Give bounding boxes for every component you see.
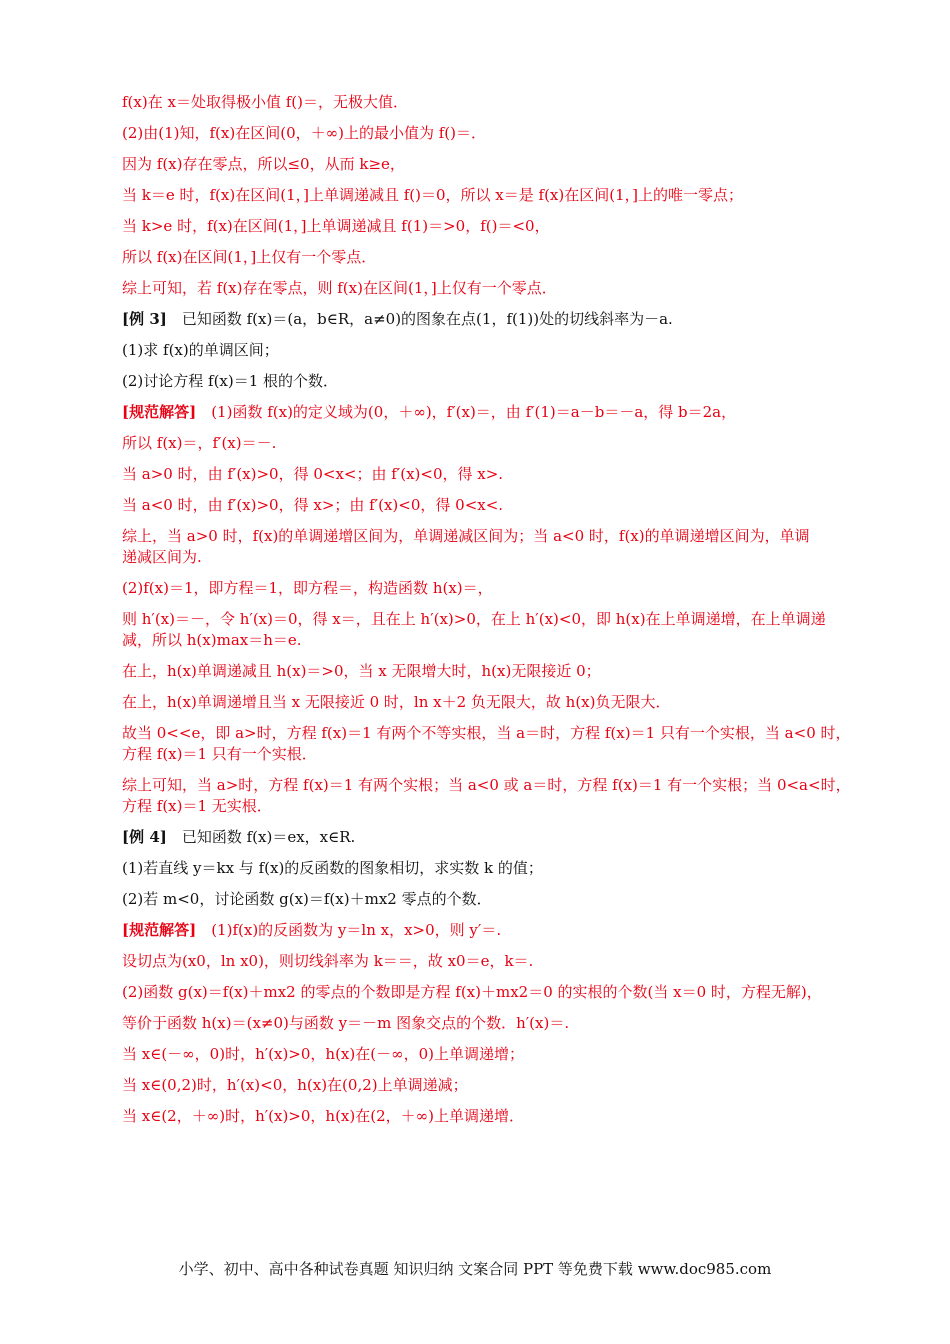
text-line [122,464,872,484]
text-line [122,1013,872,1033]
section-label: [例 4] [122,828,167,846]
line-text: (2)函数 g(x)＝f(x)＋mx2 的零点的个数即是方程 f(x)＋mx2＝0 的实根的个数(当 x＝0 时，方程无解)， [122,983,822,1001]
section-label: [规范解答] [122,403,197,421]
text-line [122,951,872,971]
line-text: (1)求 f(x)的单调区间； [122,341,279,359]
line-text: 当 a>0 时，由 f′(x)>0，得 0<x<；由 f′(x)<0，得 x>. [122,465,504,483]
text-line [122,547,872,567]
text-line [122,495,872,515]
text-line [122,278,872,298]
text-line [122,371,872,391]
line-text: 当 x∈(2，＋∞)时，h′(x)>0，h(x)在(2，＋∞)上单调递增． [122,1107,524,1125]
line-text: 设切点为(x0，ln x0)，则切线斜率为 k＝＝，故 x0＝e，k＝. [122,952,534,970]
text-line [122,309,872,329]
text-line [122,402,872,422]
line-text: 当 a<0 时，由 f′(x)>0，得 x>；由 f′(x)<0，得 0<x<. [122,496,504,514]
line-text: 当 k＝e 时，f(x)在区间(1，]上单调递减且 f()＝0，所以 x＝是 f(x)在区间(1，]上的唯一零点； [122,186,743,204]
text-line [122,247,872,267]
line-text: 递减区间为. [122,548,202,566]
line-text: 所以 f(x)＝，f′(x)＝－. [122,434,277,452]
line-text: (2)讨论方程 f(x)＝1 根的个数． [122,372,339,390]
text-line [122,185,872,205]
line-text: 减，所以 h(x)max＝h＝e. [122,631,302,649]
text-line [122,1075,872,1095]
text-line [122,858,872,878]
text-line [122,154,872,174]
line-text: 当 x∈(－∞，0)时，h′(x)>0，h(x)在(－∞，0)上单调递增； [122,1045,524,1063]
line-text: 已知函数 f(x)＝(a，b∈R，a≠0)的图象在点(1，f(1))处的切线斜率为－a. [166,310,673,328]
line-text: (1)f(x)的反函数为 y＝ln x，x>0，则 y′＝. [196,921,502,939]
line-text: 方程 f(x)＝1 无实根． [122,797,272,815]
line-text: 因为 f(x)存在零点，所以≤0，从而 k≥e， [122,155,405,173]
text-line [122,775,872,795]
text-line [122,340,872,360]
line-text: (1)若直线 y＝kx 与 f(x)的反函数的图象相切，求实数 k 的值； [122,859,543,877]
text-line [122,526,872,546]
line-text: 当 x∈(0,2)时，h′(x)<0，h(x)在(0,2)上单调递减； [122,1076,468,1094]
text-line [122,433,872,453]
line-text: 在上，h(x)单调递减且 h(x)＝>0，当 x 无限增大时，h(x)无限接近 0； [122,662,601,680]
line-text: 则 h′(x)＝－，令 h′(x)＝0，得 x＝，且在上 h′(x)>0，在上 h′(x)<0，即 h(x)在上单调递增，在上单调递 [122,610,826,628]
text-line [122,1106,872,1126]
document-body [122,92,872,1137]
page-footer: 小学、初中、高中各种试卷真题 知识归纳 文案合同 PPT 等免费下载 www.doc985.com [178,1260,772,1278]
text-line [122,216,872,236]
section-label: [规范解答] [122,921,197,939]
line-text: (2)f(x)＝1，即方程＝1，即方程＝，构造函数 h(x)＝， [122,579,493,597]
line-text: 在上，h(x)单调递增且当 x 无限接近 0 时，ln x＋2 负无限大，故 h(x)负无限大． [122,693,671,711]
line-text: 等价于函数 h(x)＝(x≠0)与函数 y＝－m 图象交点的个数．h′(x)＝. [122,1014,570,1032]
text-line [122,889,872,909]
text-line [122,723,872,743]
text-line [122,744,872,764]
line-text: 已知函数 f(x)＝ex，x∈R. [166,828,356,846]
line-text: 方程 f(x)＝1 只有一个实根． [122,745,317,763]
text-line [122,609,872,629]
text-line [122,661,872,681]
text-line [122,692,872,712]
text-line [122,630,872,650]
section-label: [例 3] [122,310,167,328]
text-line [122,796,872,816]
text-line [122,982,872,1002]
line-text: 综上，当 a>0 时，f(x)的单调递增区间为，单调递减区间为；当 a<0 时，f(x)的单调递增区间为，单调 [122,527,810,545]
line-text: f(x)在 x＝处取得极小值 f()＝，无极大值． [122,93,408,111]
line-text: 综上可知，若 f(x)存在零点，则 f(x)在区间(1，]上仅有一个零点． [122,279,557,297]
text-line [122,578,872,598]
text-line [122,123,872,143]
line-text: 综上可知，当 a>时，方程 f(x)＝1 有两个实根；当 a<0 或 a＝时，方程 f(x)＝1 有一个实根；当 0<a<时， [122,776,851,794]
line-text: 故当 0<<e，即 a>时，方程 f(x)＝1 有两个不等实根，当 a＝时，方程 f(x)＝1 只有一个实根，当 a<0 时， [122,724,851,742]
line-text: (2)若 m<0，讨论函数 g(x)＝f(x)＋mx2 零点的个数． [122,890,492,908]
line-text: (1)函数 f(x)的定义域为(0，＋∞)，f′(x)＝，由 f′(1)＝a－b＝－a，得 b＝2a， [196,403,737,421]
text-line [122,920,872,940]
line-text: 所以 f(x)在区间(1，]上仅有一个零点． [122,248,377,266]
line-text: 当 k>e 时，f(x)在区间(1，]上单调递减且 f(1)＝>0，f()＝<0， [122,217,550,235]
text-line [122,827,872,847]
text-line [122,92,872,112]
line-text: (2)由(1)知，f(x)在区间(0，＋∞)上的最小值为 f()＝． [122,124,486,142]
text-line [122,1044,872,1064]
